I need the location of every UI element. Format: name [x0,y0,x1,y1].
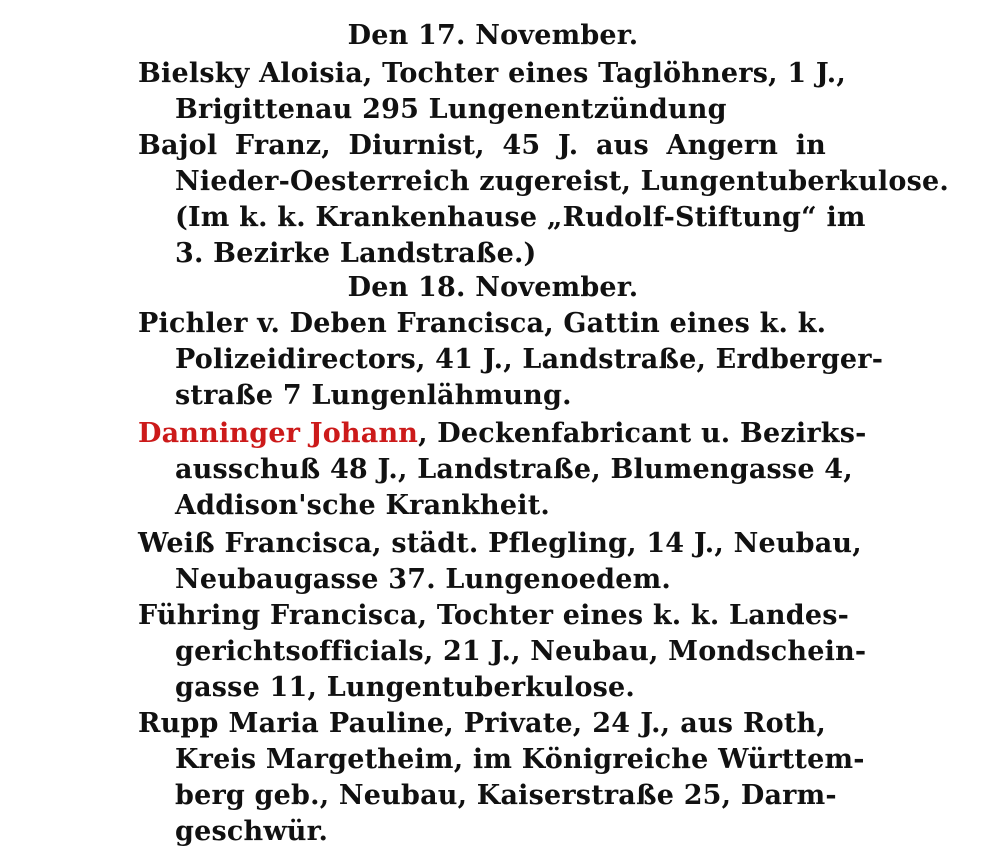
entry-2-line-2: Nieder-Oesterreich zugereist, Lungentuberkulose. [175,166,949,197]
entry-7-line-1: Rupp Maria Pauline, Private, 24 J., aus Roth, [138,708,826,739]
entry-7-line-3: berg geb., Neubau, Kaiserstraße 25, Darm- [175,780,837,811]
entry-6-line-1: Führing Francisca, Tochter eines k. k. Landes- [138,600,850,631]
entry-6-line-3: gasse 11, Lungentuberkulose. [175,672,636,703]
entry-2-line-4: 3. Bezirke Landstraße.) [175,238,537,269]
entry-4-line-3: Addison'sche Krankheit. [175,490,550,521]
entry-2-line-1: Bajol Franz, Diurnist, 45 J. aus Angern in [138,130,826,161]
entry-1-line-1: Bielsky Aloisia, Tochter eines Taglöhners, 1 J., [138,58,847,89]
entry-4-line-1 [138,418,867,450]
entry-5-line-2: Neubaugasse 37. Lungenoedem. [175,564,671,595]
entry-6-line-2: gerichtsofficials, 21 J., Neubau, Mondschein- [175,636,867,667]
entry-4-line-1-text: , Deckenfabricant u. Bezirks- [418,418,867,449]
entry-2-line-3: (Im k. k. Krankenhause „Rudolf-Stiftung“ im [175,202,866,233]
date-heading: Den 17. November. [347,20,639,51]
entry-7-line-2: Kreis Margetheim, im Königreiche Württem- [175,744,865,775]
entry-3-line-2: Polizeidirectors, 41 J., Landstraße, Erdberger- [175,344,884,375]
entry-4-line-2: ausschuß 48 J., Landstraße, Blumengasse 4, [175,454,853,485]
entry-3-line-1: Pichler v. Deben Francisca, Gattin eines k. k. [138,308,827,339]
entry-5-line-1: Weiß Francisca, städt. Pflegling, 14 J., Neubau, [138,528,862,559]
entry-7-line-4: geschwür. [175,816,329,847]
entry-3-line-3: straße 7 Lungenlähmung. [175,380,572,411]
date-heading: Den 18. November. [347,272,639,303]
highlighted-name: Danninger Johann [138,418,419,449]
entry-1-line-2: Brigittenau 295 Lungenentzündung [175,94,727,125]
